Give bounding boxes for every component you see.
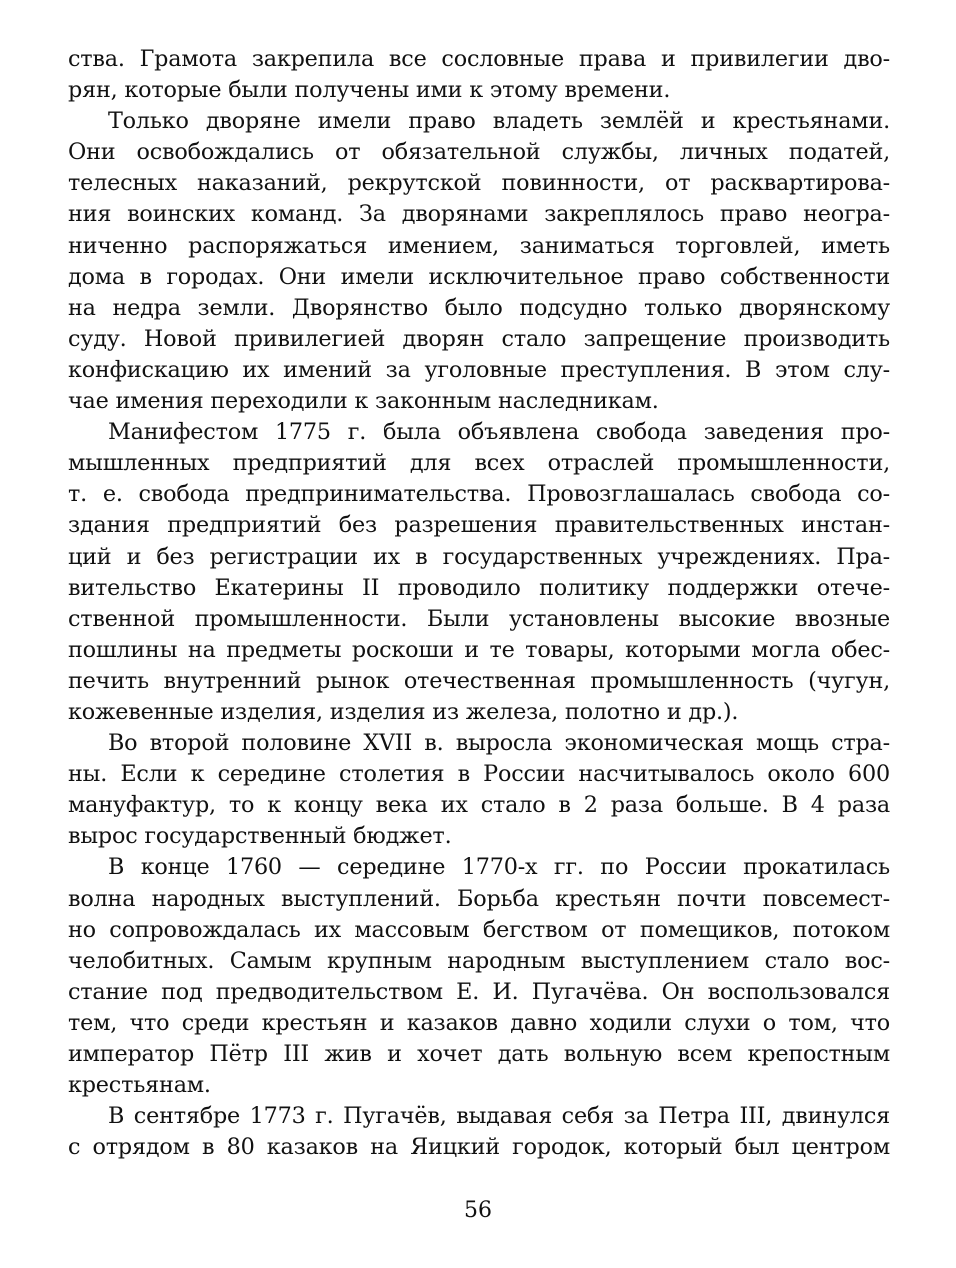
text-line: конфискацию их имений за уголовные преступления. В этом слу- xyxy=(68,356,890,383)
text-line: тем, что среди крестьян и казаков давно ходили слухи о том, что xyxy=(68,1009,890,1036)
text-line: печить внутренний рынок отечественная промышленность (чугун, xyxy=(68,667,890,694)
text-line: Они освобождались от обязательной службы, личных податей, xyxy=(68,139,890,166)
text-line: ниченно распоряжаться имением, заниматься торговлей, иметь xyxy=(68,232,890,259)
text-line: телесных наказаний, рекрутской повинности, от расквартирова- xyxy=(68,170,890,197)
text-line: вительство Екатерины II проводило политику поддержки отече- xyxy=(68,574,890,601)
text-line: рян, которые были получены ими к этому времени. xyxy=(68,77,671,104)
paragraph-start-line: Во второй половине XVII в. выросла экономическая мощь стра- xyxy=(108,730,890,757)
text-line: император Пётр III жив и хочет дать вольную всем крепостным xyxy=(68,1041,890,1067)
text-line: кожевенные изделия, изделия из железа, полотно и др.). xyxy=(68,698,739,725)
text-line: мышленных предприятий для всех отраслей промышленности, xyxy=(68,450,890,477)
text-line: вырос государственный бюджет. xyxy=(68,823,452,850)
text-line: крестьянам. xyxy=(68,1072,211,1099)
text-line: челобитных. Самым крупным народным выступлением стало вос- xyxy=(68,947,890,974)
text-line: пошлины на предметы роскоши и те товары, которыми могла обес- xyxy=(68,636,890,663)
text-line: волна народных выступлений. Борьба крестьян почти повсемест- xyxy=(68,885,890,912)
text-line: с отрядом в 80 казаков на Яицкий городок, который был центром xyxy=(68,1134,890,1161)
text-line: ций и без регистрации их в государственных учреждениях. Пра- xyxy=(68,543,890,570)
paragraph-start-line: В сентябре 1773 г. Пугачёв, выдавая себя за Петра III, двинулся xyxy=(108,1103,890,1130)
text-line: здания предприятий без разрешения правительственных инстан- xyxy=(68,512,890,539)
text-line: т. е. свобода предпринимательства. Провозглашалась свобода со- xyxy=(68,481,890,508)
text-line: ны. Если к середине столетия в России насчитывалось около 600 xyxy=(68,761,890,788)
text-line: но сопровождалась их массовым бегством от помещиков, потоком xyxy=(68,916,890,943)
paragraph-start-line: В конце 1760 — середине 1770-х гг. по России прокатилась xyxy=(108,854,890,881)
text-line: ства. Грамота закрепила все сословные права и привилегии дво- xyxy=(68,46,890,72)
text-line: стание под предводительством Е. И. Пугачёва. Он воспользовался xyxy=(68,978,890,1005)
paragraph-start-line: Манифестом 1775 г. была объявлена свобода заведения про- xyxy=(108,419,890,446)
page-number: 56 xyxy=(464,1198,492,1223)
body-text xyxy=(68,44,890,1163)
text-line: на недра земли. Дворянство было подсудно только дворянскому xyxy=(68,294,890,321)
text-line: дома в городах. Они имели исключительное право собственности xyxy=(68,263,890,290)
text-line: ния воинских команд. За дворянами закреплялось право неогра- xyxy=(68,201,890,228)
text-line: мануфактур, то к концу века их стало в 2 раза больше. В 4 раза xyxy=(68,792,890,819)
text-line: чае имения переходили к законным наследникам. xyxy=(68,388,659,415)
text-line: ственной промышленности. Были установлены высокие ввозные xyxy=(68,605,890,632)
text-line: суду. Новой привилегией дворян стало запрещение производить xyxy=(68,325,890,352)
paragraph-start-line: Только дворяне имели право владеть землёй и крестьянами. xyxy=(108,108,890,135)
